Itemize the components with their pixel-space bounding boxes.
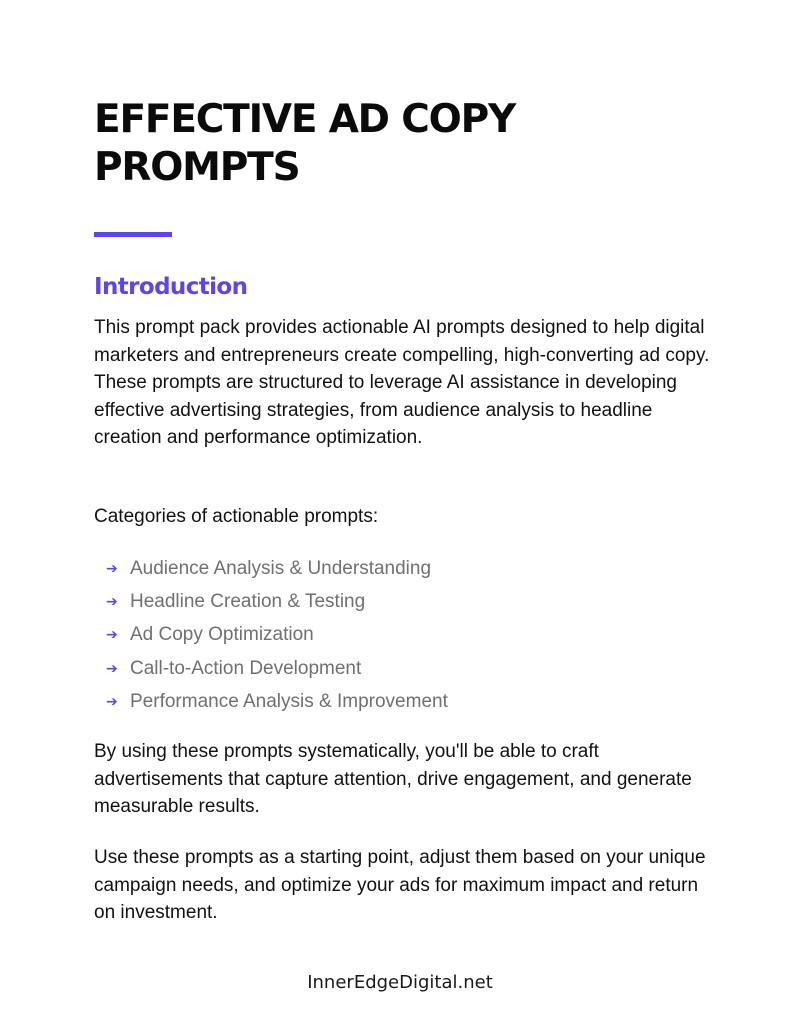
arrow-right-icon: ➔ — [106, 593, 118, 610]
title-line-1: EFFECTIVE AD COPY — [94, 97, 516, 142]
arrow-right-icon: ➔ — [106, 627, 118, 644]
list-item — [106, 585, 448, 618]
intro-paragraph: This prompt pack provides actionable AI prompts designed to help digital marketers and entrepreneurs create compelling, high-converting ad copy. These prompts are structured to leverage AI assistance in developing effective advertising strategies, from audience analysis to headline creation and performance optimization. — [94, 317, 710, 449]
usage-paragraph: By using these prompts systematically, you'll be able to craft advertisements that capture attention, drive engagement, and generate measurable results. — [94, 741, 692, 818]
list-item — [106, 619, 448, 652]
title-line-2: PROMPTS — [94, 145, 300, 190]
list-item-label: Audience Analysis & Understanding — [130, 557, 432, 579]
list-item-label: Performance Analysis & Improvement — [130, 690, 448, 712]
list-item — [106, 685, 448, 718]
arrow-right-icon: ➔ — [106, 660, 118, 677]
list-item-label: Call-to-Action Development — [130, 657, 362, 679]
title-accent-divider — [94, 232, 172, 237]
list-item — [106, 652, 448, 685]
list-item-label: Ad Copy Optimization — [130, 624, 314, 646]
footer-site-name: InnerEdgeDigital.net — [307, 972, 493, 993]
page-title — [94, 96, 714, 192]
categories-list — [106, 552, 448, 718]
list-item-label: Headline Creation & Testing — [130, 590, 366, 612]
section-heading-introduction: Introduction — [94, 274, 248, 300]
categories-lead-paragraph: Categories of actionable prompts: — [94, 506, 379, 527]
arrow-right-icon: ➔ — [106, 560, 118, 577]
arrow-right-icon: ➔ — [106, 693, 118, 710]
list-item — [106, 552, 448, 585]
closing-paragraph: Use these prompts as a starting point, adjust them based on your unique campaign needs, and optimize your ads for maximum impact and return on investment. — [94, 847, 706, 924]
